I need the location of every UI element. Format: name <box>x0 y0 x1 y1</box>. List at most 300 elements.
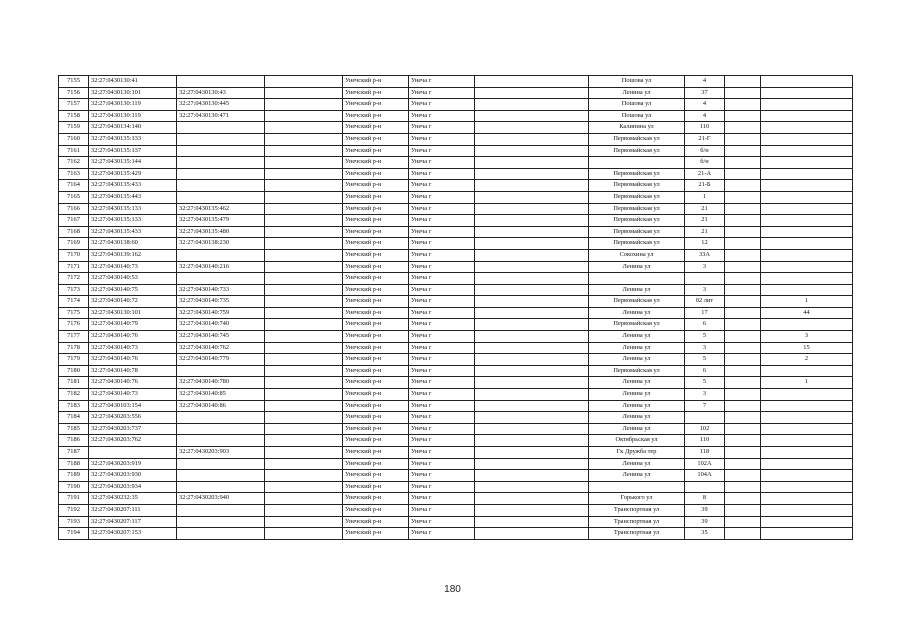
cell-street: Ленина ул <box>589 261 685 273</box>
cell-parent-cadastral-number: 32:27:0430140:759 <box>177 307 265 319</box>
cell-city: Унеча г <box>409 447 475 459</box>
cell-building <box>725 249 761 261</box>
cell-street: Транспортная ул <box>589 504 685 516</box>
cell-apartment <box>761 110 853 122</box>
cell-district: Унечский р-н <box>343 168 409 180</box>
cell-building <box>725 423 761 435</box>
cell-extra-col <box>265 400 343 412</box>
cell-city: Унеча г <box>409 412 475 424</box>
cell-city: Унеча г <box>409 389 475 401</box>
table-row <box>59 145 853 157</box>
cell-cadastral-number: 32:27:0430140:72 <box>89 296 177 308</box>
cell-row-number: 7187 <box>59 447 89 459</box>
cell-cadastral-number: 32:27:0430203:762 <box>89 435 177 447</box>
cell-extra-col <box>265 481 343 493</box>
cell-district: Унечский р-н <box>343 145 409 157</box>
cell-district: Унечский р-н <box>343 528 409 540</box>
cell-street: Горького ул <box>589 493 685 505</box>
cell-district: Унечский р-н <box>343 261 409 273</box>
cell-apartment <box>761 261 853 273</box>
table-row <box>59 504 853 516</box>
table-row <box>59 458 853 470</box>
cell-district: Унечский р-н <box>343 238 409 250</box>
cell-parent-cadastral-number <box>177 365 265 377</box>
cell-city: Унеча г <box>409 528 475 540</box>
cell-house-number: 4 <box>685 110 725 122</box>
cell-extra-col <box>265 191 343 203</box>
cell-parent-cadastral-number <box>177 191 265 203</box>
cell-parent-cadastral-number: 32:27:0430130:445 <box>177 99 265 111</box>
cell-street: Первомайская ул <box>589 133 685 145</box>
table-row <box>59 435 853 447</box>
cell-cadastral-number: 32:27:0430135:133 <box>89 203 177 215</box>
cell-locality <box>475 249 589 261</box>
cell-locality <box>475 238 589 250</box>
cell-apartment <box>761 516 853 528</box>
cell-city: Унеча г <box>409 99 475 111</box>
cell-city: Унеча г <box>409 145 475 157</box>
cell-cadastral-number: 32:27:0430135:133 <box>89 215 177 227</box>
cell-cadastral-number: 32:27:0430140:73 <box>89 389 177 401</box>
cell-building <box>725 99 761 111</box>
cell-locality <box>475 76 589 88</box>
cell-city: Унеча г <box>409 215 475 227</box>
cell-locality <box>475 87 589 99</box>
cell-street: Первомайская ул <box>589 145 685 157</box>
cell-street: Пошова ул <box>589 76 685 88</box>
cell-district: Унечский р-н <box>343 87 409 99</box>
cell-locality <box>475 331 589 343</box>
cell-row-number: 7179 <box>59 354 89 366</box>
cell-row-number: 7188 <box>59 458 89 470</box>
cell-street: Первомайская ул <box>589 180 685 192</box>
cell-parent-cadastral-number <box>177 470 265 482</box>
cell-house-number: 21 <box>685 215 725 227</box>
cell-street: Ленина ул <box>589 354 685 366</box>
cell-row-number: 7190 <box>59 481 89 493</box>
cell-district: Унечский р-н <box>343 180 409 192</box>
cell-locality <box>475 400 589 412</box>
cell-parent-cadastral-number: 32:27:0430140:780 <box>177 377 265 389</box>
table-row <box>59 76 853 88</box>
cell-locality <box>475 470 589 482</box>
table-row <box>59 273 853 285</box>
cell-locality <box>475 504 589 516</box>
cell-apartment <box>761 284 853 296</box>
cell-building <box>725 365 761 377</box>
cell-street: Пошова ул <box>589 99 685 111</box>
cell-locality <box>475 122 589 134</box>
cell-row-number: 7163 <box>59 168 89 180</box>
cell-city: Унеча г <box>409 296 475 308</box>
cell-cadastral-number: 32:27:0430139:162 <box>89 249 177 261</box>
cell-building <box>725 493 761 505</box>
cell-house-number: 37 <box>685 87 725 99</box>
cell-parent-cadastral-number <box>177 145 265 157</box>
cell-locality <box>475 261 589 273</box>
cell-cadastral-number: 32:27:0430130:101 <box>89 87 177 99</box>
cell-district: Унечский р-н <box>343 516 409 528</box>
cell-locality <box>475 307 589 319</box>
table-row <box>59 447 853 459</box>
cell-extra-col <box>265 284 343 296</box>
cell-parent-cadastral-number <box>177 249 265 261</box>
cell-cadastral-number: 32:27:0430135:144 <box>89 157 177 169</box>
cell-row-number: 7165 <box>59 191 89 203</box>
cell-cadastral-number: 32:27:0430135:137 <box>89 145 177 157</box>
table-row <box>59 516 853 528</box>
cell-house-number: 1 <box>685 191 725 203</box>
cell-district: Унечский р-н <box>343 122 409 134</box>
cell-street: Сокохина ул <box>589 249 685 261</box>
cell-parent-cadastral-number <box>177 458 265 470</box>
cell-house-number: 102А <box>685 458 725 470</box>
cell-city: Унеча г <box>409 365 475 377</box>
cell-row-number: 7184 <box>59 412 89 424</box>
cell-building <box>725 400 761 412</box>
cell-row-number: 7186 <box>59 435 89 447</box>
cell-parent-cadastral-number <box>177 412 265 424</box>
cell-cadastral-number: 32:27:0430135:133 <box>89 133 177 145</box>
cell-parent-cadastral-number: 32:27:0430140:735 <box>177 296 265 308</box>
cell-building <box>725 238 761 250</box>
cell-apartment <box>761 423 853 435</box>
cell-house-number: 4 <box>685 99 725 111</box>
cell-house-number: 5 <box>685 331 725 343</box>
cell-district: Унечский р-н <box>343 157 409 169</box>
cell-building <box>725 389 761 401</box>
cell-locality <box>475 215 589 227</box>
cell-parent-cadastral-number: 32:27:0430130:471 <box>177 110 265 122</box>
cell-district: Унечский р-н <box>343 504 409 516</box>
cell-city: Унеча г <box>409 261 475 273</box>
cell-cadastral-number: 32:27:0430140:53 <box>89 273 177 285</box>
cell-building <box>725 273 761 285</box>
cell-district: Унечский р-н <box>343 377 409 389</box>
cell-extra-col <box>265 215 343 227</box>
cell-city: Унеча г <box>409 157 475 169</box>
table-row <box>59 296 853 308</box>
cell-row-number: 7155 <box>59 76 89 88</box>
cell-house-number: 17 <box>685 307 725 319</box>
cell-district: Унечский р-н <box>343 435 409 447</box>
cell-row-number: 7178 <box>59 342 89 354</box>
cell-building <box>725 412 761 424</box>
cell-cadastral-number: 32:27:0430203:919 <box>89 458 177 470</box>
cell-building <box>725 504 761 516</box>
cell-apartment <box>761 215 853 227</box>
cell-extra-col <box>265 249 343 261</box>
cell-district: Унечский р-н <box>343 133 409 145</box>
cell-extra-col <box>265 470 343 482</box>
cell-parent-cadastral-number: 32:27:0430135:462 <box>177 203 265 215</box>
cell-apartment <box>761 226 853 238</box>
cell-cadastral-number: 32:27:0430135:433 <box>89 180 177 192</box>
cell-apartment <box>761 122 853 134</box>
cell-parent-cadastral-number: 32:27:0430140:762 <box>177 342 265 354</box>
cell-building <box>725 226 761 238</box>
cell-city: Унеча г <box>409 133 475 145</box>
cell-building <box>725 110 761 122</box>
cell-house-number: 5 <box>685 377 725 389</box>
cell-city: Унеча г <box>409 470 475 482</box>
table-row <box>59 226 853 238</box>
cell-house-number <box>685 412 725 424</box>
cell-street: Ленина ул <box>589 284 685 296</box>
cell-building <box>725 215 761 227</box>
cell-locality <box>475 423 589 435</box>
cell-parent-cadastral-number <box>177 133 265 145</box>
cell-row-number: 7161 <box>59 145 89 157</box>
cell-row-number: 7193 <box>59 516 89 528</box>
cell-parent-cadastral-number <box>177 76 265 88</box>
cell-house-number: 3 <box>685 261 725 273</box>
cell-building <box>725 157 761 169</box>
cell-district: Унечский р-н <box>343 470 409 482</box>
cell-row-number: 7174 <box>59 296 89 308</box>
table-row <box>59 110 853 122</box>
cell-apartment: 3 <box>761 331 853 343</box>
cell-locality <box>475 180 589 192</box>
cell-street: Ленина ул <box>589 400 685 412</box>
cell-city: Унеча г <box>409 493 475 505</box>
cell-city: Унеча г <box>409 238 475 250</box>
cell-house-number: 12 <box>685 238 725 250</box>
cell-cadastral-number: 32:27:0430232:35 <box>89 493 177 505</box>
cell-apartment <box>761 365 853 377</box>
cell-city: Унеча г <box>409 458 475 470</box>
cell-locality <box>475 365 589 377</box>
cell-city: Унеча г <box>409 504 475 516</box>
cell-parent-cadastral-number <box>177 157 265 169</box>
cell-house-number: 33А <box>685 249 725 261</box>
cell-locality <box>475 516 589 528</box>
cell-cadastral-number: 32:27:0430134:140 <box>89 122 177 134</box>
cell-extra-col <box>265 319 343 331</box>
table-row <box>59 215 853 227</box>
cell-street: Первомайская ул <box>589 168 685 180</box>
table-row <box>59 412 853 424</box>
table-row <box>59 400 853 412</box>
cell-district: Унечский р-н <box>343 400 409 412</box>
cell-extra-col <box>265 168 343 180</box>
cell-house-number: б/н <box>685 157 725 169</box>
cell-city: Унеча г <box>409 354 475 366</box>
cell-city: Унеча г <box>409 481 475 493</box>
cell-district: Унечский р-н <box>343 191 409 203</box>
cell-city: Унеча г <box>409 87 475 99</box>
cell-house-number <box>685 481 725 493</box>
cell-building <box>725 168 761 180</box>
cell-city: Унеча г <box>409 331 475 343</box>
cell-house-number: 35 <box>685 528 725 540</box>
cell-locality <box>475 458 589 470</box>
cell-district: Унечский р-н <box>343 99 409 111</box>
table-row <box>59 87 853 99</box>
cell-parent-cadastral-number <box>177 481 265 493</box>
cell-parent-cadastral-number: 32:27:0430140:745 <box>177 331 265 343</box>
cell-parent-cadastral-number: 32:27:0430138:230 <box>177 238 265 250</box>
cell-street: Первомайская ул <box>589 238 685 250</box>
cell-locality <box>475 203 589 215</box>
cell-apartment <box>761 157 853 169</box>
cell-city: Унеча г <box>409 249 475 261</box>
cell-street: Ленина ул <box>589 423 685 435</box>
cell-cadastral-number: 32:27:0430203:930 <box>89 470 177 482</box>
registry-table-body <box>59 76 853 540</box>
cell-extra-col <box>265 238 343 250</box>
cell-building <box>725 528 761 540</box>
cell-apartment <box>761 412 853 424</box>
cell-house-number: 4 <box>685 76 725 88</box>
cell-city: Унеча г <box>409 400 475 412</box>
cell-street: Ленина ул <box>589 342 685 354</box>
cell-city: Унеча г <box>409 122 475 134</box>
cell-apartment <box>761 319 853 331</box>
table-row <box>59 168 853 180</box>
cell-house-number: 110 <box>685 122 725 134</box>
table-row <box>59 493 853 505</box>
cell-district: Унечский р-н <box>343 331 409 343</box>
table-row <box>59 284 853 296</box>
cell-row-number: 7164 <box>59 180 89 192</box>
cell-row-number: 7158 <box>59 110 89 122</box>
cell-building <box>725 516 761 528</box>
registry-table <box>58 75 853 540</box>
cell-house-number: 110 <box>685 435 725 447</box>
cell-parent-cadastral-number: 32:27:0430140:740 <box>177 319 265 331</box>
cell-apartment <box>761 99 853 111</box>
cell-parent-cadastral-number <box>177 423 265 435</box>
cell-district: Унечский р-н <box>343 76 409 88</box>
cell-apartment: 2 <box>761 354 853 366</box>
cell-parent-cadastral-number <box>177 273 265 285</box>
cell-cadastral-number: 32:27:0430207:153 <box>89 528 177 540</box>
cell-city: Унеча г <box>409 516 475 528</box>
cell-district: Унечский р-н <box>343 389 409 401</box>
table-row <box>59 389 853 401</box>
cell-row-number: 7170 <box>59 249 89 261</box>
cell-row-number: 7168 <box>59 226 89 238</box>
cell-street: Ленина ул <box>589 331 685 343</box>
cell-cadastral-number: 32:27:0430135:443 <box>89 191 177 203</box>
cell-locality <box>475 412 589 424</box>
cell-row-number: 7185 <box>59 423 89 435</box>
cell-street: Первомайская ул <box>589 296 685 308</box>
cell-street: Пошова ул <box>589 110 685 122</box>
cell-district: Унечский р-н <box>343 110 409 122</box>
cell-building <box>725 481 761 493</box>
cell-apartment <box>761 238 853 250</box>
cell-cadastral-number: 32:27:0430135:429 <box>89 168 177 180</box>
cell-district: Унечский р-н <box>343 493 409 505</box>
table-row <box>59 191 853 203</box>
cell-cadastral-number: 32:27:0430203:934 <box>89 481 177 493</box>
cell-apartment <box>761 481 853 493</box>
table-row <box>59 331 853 343</box>
cell-apartment <box>761 470 853 482</box>
cell-house-number: 39 <box>685 516 725 528</box>
cell-apartment <box>761 168 853 180</box>
cell-parent-cadastral-number <box>177 435 265 447</box>
cell-locality <box>475 296 589 308</box>
cell-building <box>725 122 761 134</box>
cell-building <box>725 145 761 157</box>
cell-cadastral-number: 32:27:0430135:433 <box>89 226 177 238</box>
cell-district: Унечский р-н <box>343 273 409 285</box>
cell-city: Унеча г <box>409 203 475 215</box>
cell-apartment: 1 <box>761 296 853 308</box>
cell-apartment <box>761 203 853 215</box>
cell-house-number: 6 <box>685 365 725 377</box>
cell-extra-col <box>265 493 343 505</box>
table-row <box>59 377 853 389</box>
cell-district: Унечский р-н <box>343 319 409 331</box>
cell-building <box>725 307 761 319</box>
cell-cadastral-number: 32:27:0430130:119 <box>89 110 177 122</box>
cell-house-number: 21-Б <box>685 180 725 192</box>
cell-city: Унеча г <box>409 191 475 203</box>
cell-locality <box>475 284 589 296</box>
cell-street: Октябрьская ул <box>589 435 685 447</box>
cell-city: Унеча г <box>409 76 475 88</box>
cell-district: Унечский р-н <box>343 365 409 377</box>
cell-street: Ленина ул <box>589 412 685 424</box>
cell-cadastral-number: 32:27:0430140:78 <box>89 365 177 377</box>
cell-locality <box>475 168 589 180</box>
cell-parent-cadastral-number: 32:27:0430203:940 <box>177 493 265 505</box>
cell-apartment <box>761 528 853 540</box>
cell-street: Ленина ул <box>589 389 685 401</box>
cell-house-number: 21-А <box>685 168 725 180</box>
cell-parent-cadastral-number: 32:27:0430135:480 <box>177 226 265 238</box>
cell-apartment <box>761 458 853 470</box>
cell-street: Первомайская ул <box>589 365 685 377</box>
cell-parent-cadastral-number <box>177 168 265 180</box>
table-row <box>59 423 853 435</box>
cell-apartment <box>761 76 853 88</box>
cell-district: Унечский р-н <box>343 203 409 215</box>
cell-extra-col <box>265 180 343 192</box>
cell-district: Унечский р-н <box>343 447 409 459</box>
cell-extra-col <box>265 412 343 424</box>
cell-building <box>725 342 761 354</box>
cell-district: Унечский р-н <box>343 342 409 354</box>
cell-locality <box>475 481 589 493</box>
cell-house-number: 6 <box>685 319 725 331</box>
cell-street: Ленина ул <box>589 470 685 482</box>
cell-building <box>725 458 761 470</box>
cell-row-number: 7169 <box>59 238 89 250</box>
cell-extra-col <box>265 365 343 377</box>
cell-extra-col <box>265 133 343 145</box>
cell-district: Унечский р-н <box>343 215 409 227</box>
cell-row-number: 7172 <box>59 273 89 285</box>
cell-city: Унеча г <box>409 319 475 331</box>
cell-extra-col <box>265 377 343 389</box>
cell-district: Унечский р-н <box>343 226 409 238</box>
cell-street <box>589 273 685 285</box>
cell-building <box>725 354 761 366</box>
cell-extra-col <box>265 458 343 470</box>
cell-building <box>725 203 761 215</box>
table-row <box>59 133 853 145</box>
cell-row-number: 7189 <box>59 470 89 482</box>
cell-extra-col <box>265 528 343 540</box>
cell-apartment: 15 <box>761 342 853 354</box>
cell-row-number: 7180 <box>59 365 89 377</box>
table-row <box>59 307 853 319</box>
